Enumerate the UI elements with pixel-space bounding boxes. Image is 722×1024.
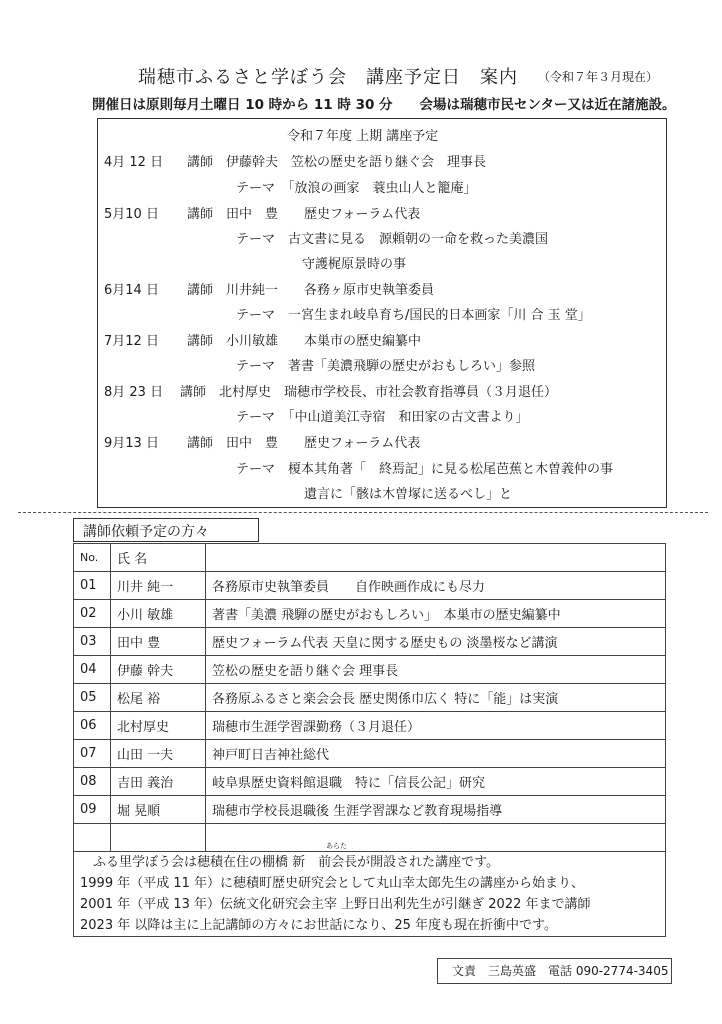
col-header-no: No. [74,544,111,572]
table-row [74,684,666,712]
schedule-lecturer: 講師 伊藤幹夫 笠松の歴史を語り継ぐ会 理事長 [187,155,487,170]
page-title: 瑞穂市ふるさと学ぼう会 講座予定日 案内 [138,67,518,88]
lecturers-table [73,543,666,852]
schedule-lecturer: 講師 北村厚史 瑞穂市学校長、市社会教育指導員（３月退任） [180,385,558,400]
ruby-annotation: あらた [326,842,347,850]
schedule-theme: テーマ 榎本其角著「 終焉記」に見る松尾芭蕉と木曽義仲の事 [236,462,614,477]
row-desc: 各務原ふるさと楽会会長 歴史関係巾広く 特に「能」は実演 [206,684,666,712]
row-desc: 各務原市史執筆委員 自作映画作成にも尽力 [206,572,666,600]
table-row [74,600,666,628]
table-row [74,628,666,656]
row-name: 川井 純一 [111,572,206,600]
table-row [74,768,666,796]
table-row [74,572,666,600]
row-desc: 瑞穂市学校長退職後 生涯学習課など教育現場指導 [206,796,666,824]
schedule-theme: テーマ 「中山道美江寺宿 和田家の古文書より」 [236,410,529,425]
table-row [74,656,666,684]
schedule-theme: テーマ 著書「美濃飛騨の歴史がおもしろい」参照 [236,359,536,374]
row-name: 田中 豊 [111,628,206,656]
date-note: （令和７年３月現在） [538,70,659,84]
table-row [74,740,666,768]
row-desc: 瑞穂市生涯学習課勤務（３月退任） [206,712,666,740]
history-line: 1999 年（平成 11 年）に穂積町歴史研究会として丸山幸太郎先生の講座から始まり、 [80,876,585,891]
row-no: 07 [74,740,111,768]
contact-info: 文責 三島英盛 電話 090-2774-3405 [437,958,672,984]
row-desc: 笠松の歴史を語り継ぐ会 理事長 [206,656,666,684]
row-name: 伊藤 幹夫 [111,656,206,684]
lecturers-title: 講師依頼予定の方々 [83,524,209,540]
row-desc: 著書「美濃 飛騨の歴史がおもしろい」 本巣市の歴史編纂中 [206,600,666,628]
row-no: 03 [74,628,111,656]
row-name: 吉田 義治 [111,768,206,796]
row-name: 小川 敏雄 [111,600,206,628]
schedule-lecturer: 講師 田中 豊 歴史フォーラム代表 [187,207,421,222]
schedule-date: 7月12 日 [104,334,159,349]
schedule-info: 開催日は原則毎月土曜日 10 時から 11 時 30 分 会場は瑞穂市民センター又は近在諸施設。 [92,97,676,113]
schedule-theme: テーマ 「放浪の画家 蓑虫山人と籠庵」 [236,181,477,196]
schedule-heading: 令和７年度 上期 講座予定 [287,129,439,144]
row-no: 01 [74,572,111,600]
row-no: 09 [74,796,111,824]
row-name: 山田 一夫 [111,740,206,768]
history-line: 2001 年（平成 13 年）伝統文化研究会主宰 上野日出利先生が引継ぎ 2022 年まで講師 [80,897,591,912]
row-no: 08 [74,768,111,796]
row-name: 堀 晃順 [111,796,206,824]
schedule-theme-cont: 守護梶原景時の事 [302,257,407,272]
schedule-theme: テーマ 古文書に見る 源頼朝の一命を救った美濃国 [236,232,549,247]
row-no: 04 [74,656,111,684]
row-no: 06 [74,712,111,740]
schedule-date: 5月10 日 [104,207,159,222]
schedule-lecturer: 講師 田中 豊 歴史フォーラム代表 [187,436,421,451]
table-row [74,796,666,824]
row-name: 松尾 裕 [111,684,206,712]
schedule-lecturer: 講師 小川敏雄 本巣市の歴史編纂中 [187,334,422,349]
table-row [74,712,666,740]
row-no: 05 [74,684,111,712]
schedule-date: 4月 12 日 [104,155,164,170]
row-desc: 歴史フォーラム代表 天皇に関する歴史もの 淡墨桜など講演 [206,628,666,656]
schedule-date: 8月 23 日 [104,385,164,400]
dashed-divider [18,512,708,513]
row-desc: 岐阜県歴史資料館退職 特に「信長公記」研究 [206,768,666,796]
table-header-row [74,544,666,572]
schedule-date: 6月14 日 [104,283,159,298]
schedule-theme-cont: 遺言に「骸は木曽塚に送るべし」と [304,487,513,502]
row-no: 02 [74,600,111,628]
history-line: ふる里学ぼう会は穂積在住の棚橋 新 前会長が開設された講座です。 [93,855,500,870]
col-header-name: 氏 名 [111,544,206,572]
schedule-date: 9月13 日 [104,436,159,451]
schedule-theme: テーマ 一宮生まれ岐阜育ち/国民的日本画家「川 合 玉 堂」 [236,308,591,323]
history-line: 2023 年 以降は主に上記講師の方々にお世話になり、25 年度も現在折衝中です。 [80,918,557,933]
schedule-lecturer: 講師 川井純一 各務ヶ原市史執筆委員 [187,283,435,298]
row-name: 北村厚史 [111,712,206,740]
row-desc: 神戸町日吉神社総代 [206,740,666,768]
col-header-desc [206,544,666,572]
